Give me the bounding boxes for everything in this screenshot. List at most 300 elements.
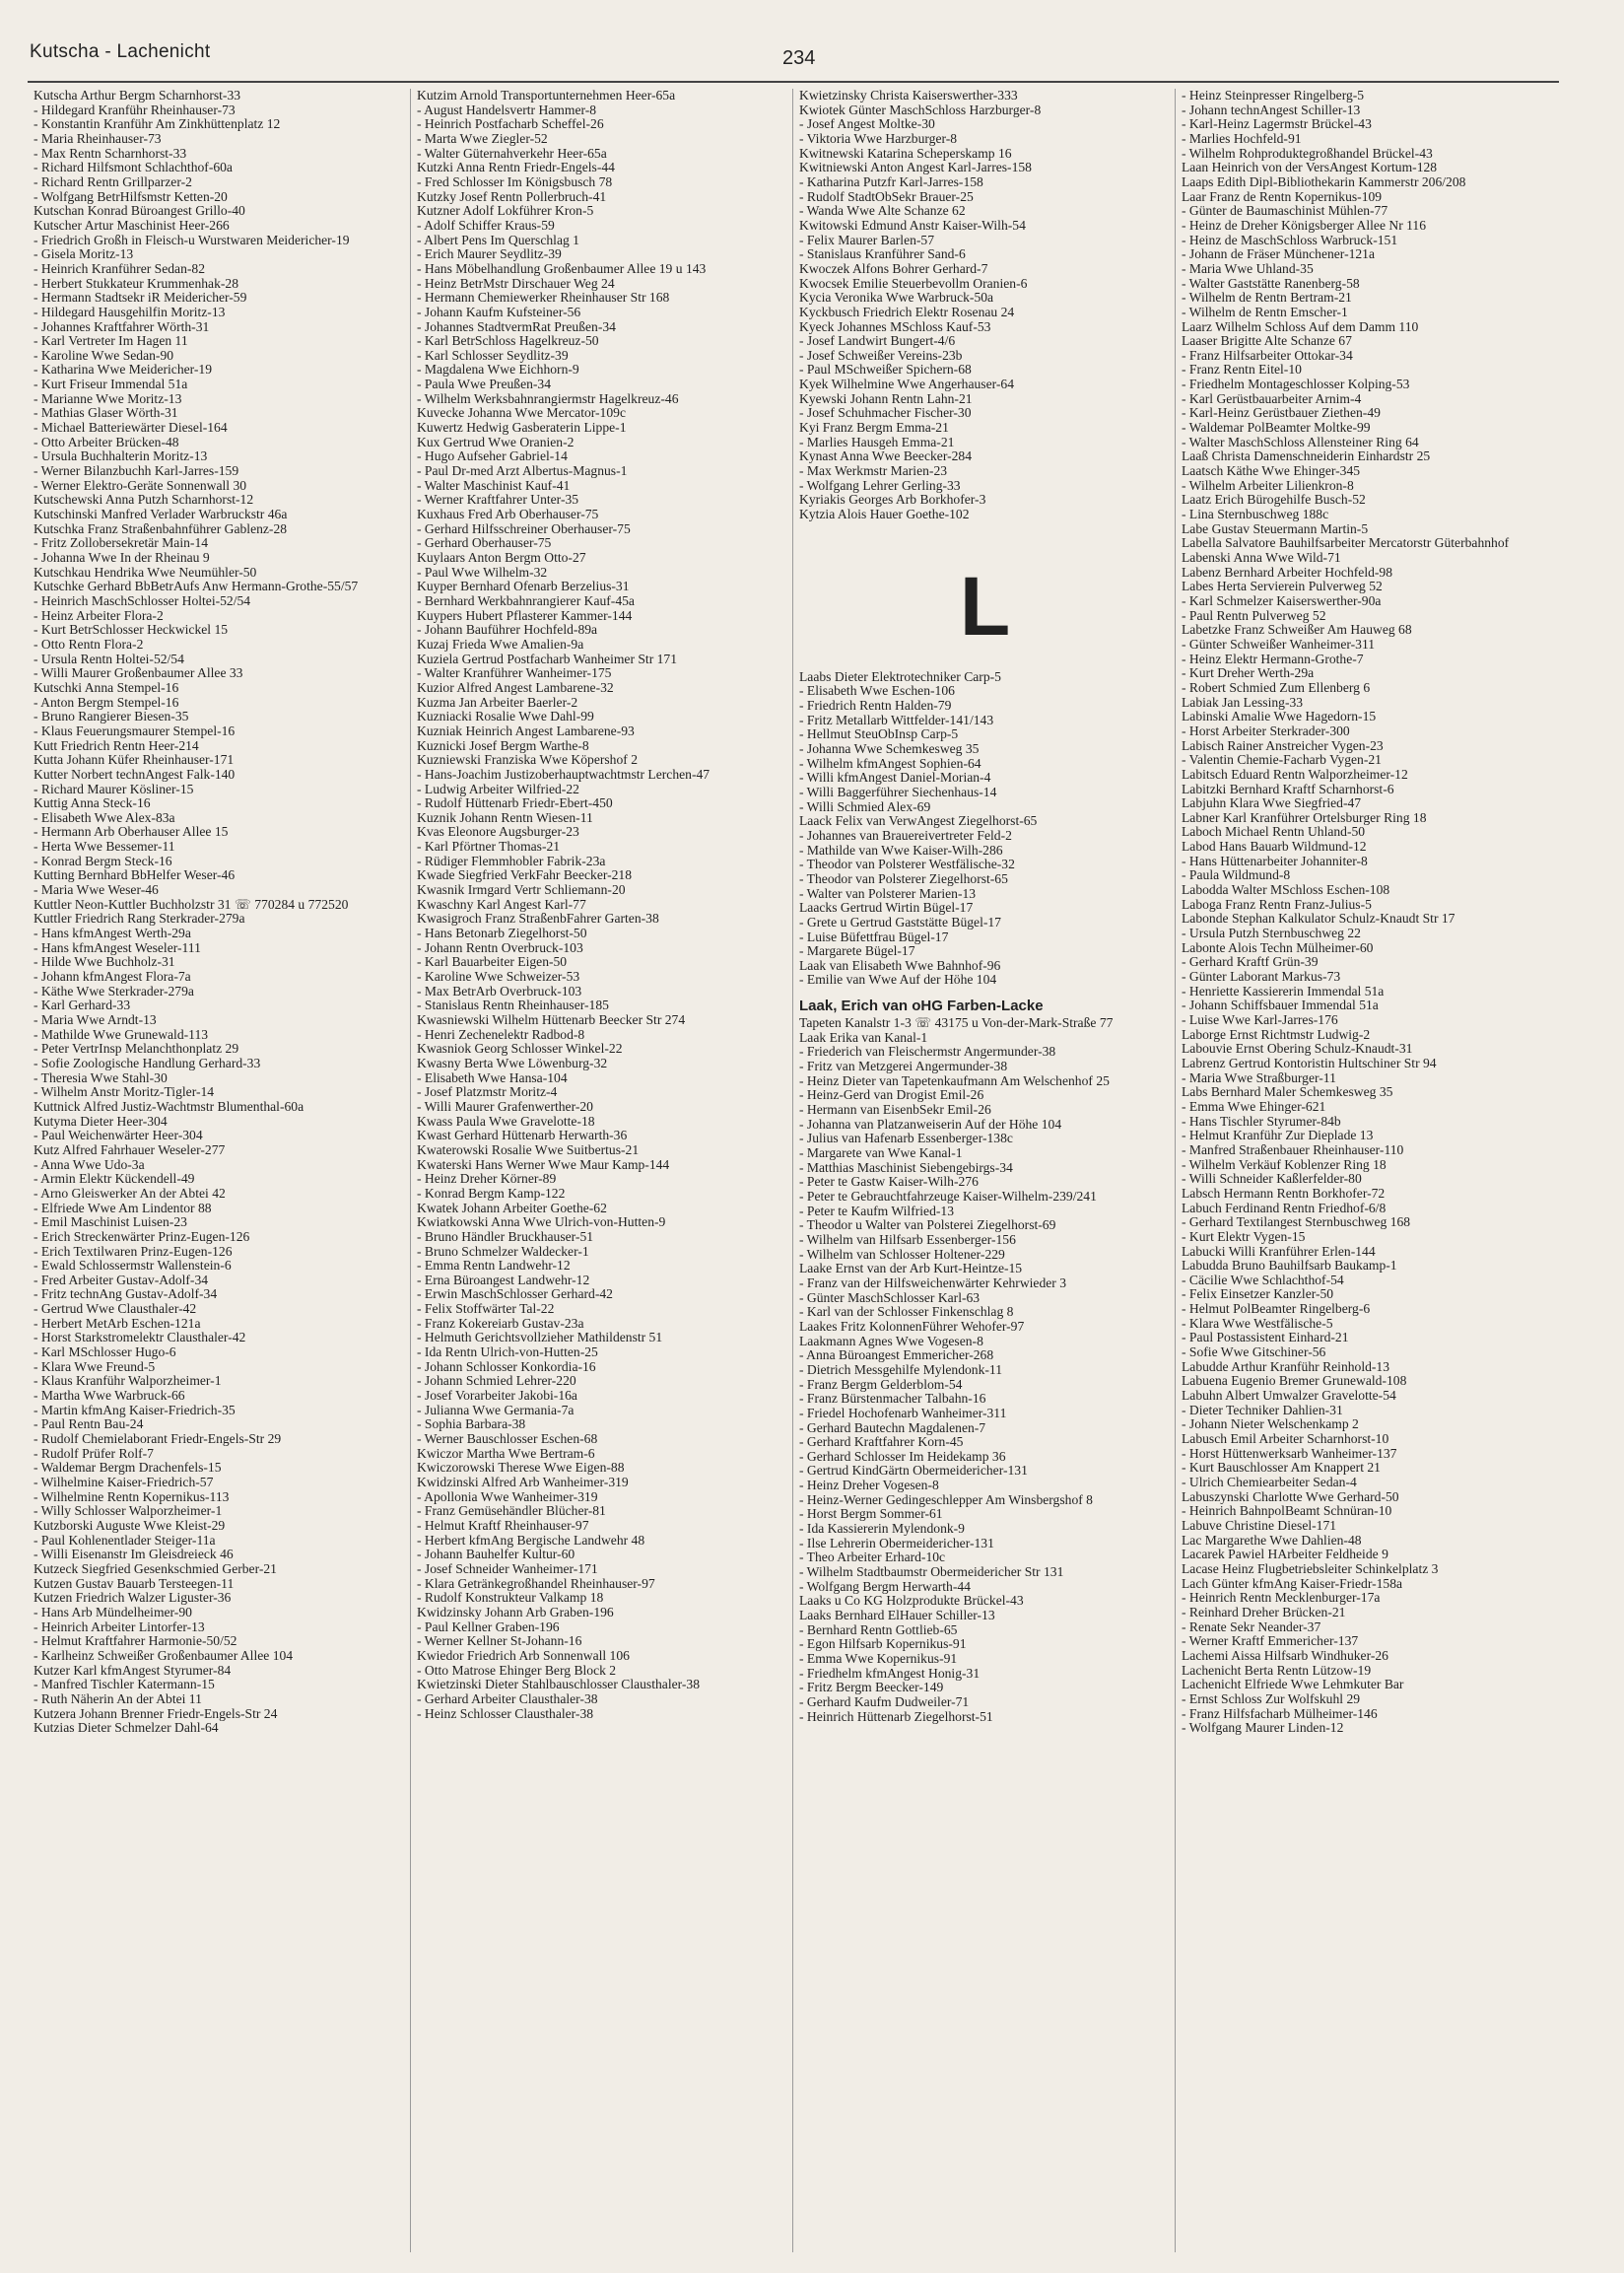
directory-entry: - Werner Bilanzbuchh Karl-Jarres-159 [34, 463, 239, 479]
directory-entry: - Wilhelmine Rentn Kopernikus-113 [34, 1488, 230, 1504]
directory-entry: Labucki Willi Kranführer Erlen-144 [1182, 1243, 1376, 1259]
directory-entry: Laakes Fritz KolonnenFührer Wehofer-97 [799, 1318, 1025, 1334]
directory-entry: Laboch Michael Rentn Uhland-50 [1182, 824, 1366, 840]
directory-entry: - Otto Matrose Ehinger Berg Block 2 [417, 1662, 617, 1678]
directory-entry: - Wilhelm de Rentn Bertram-21 [1182, 290, 1352, 306]
directory-entry: Kwitnewski Katarina Scheperskamp 16 [799, 145, 1012, 161]
directory-entry: Labodda Walter MSchloss Eschen-108 [1182, 882, 1390, 898]
directory-entry: - Rudolf Chemielaborant Friedr-Engels-Str 29 [34, 1431, 282, 1447]
directory-entry: - Theo Arbeiter Erhard-10c [799, 1550, 946, 1565]
directory-entry: - Hermann Arb Oberhauser Allee 15 [34, 824, 229, 840]
directory-entry: - Johanna van Platzanweiserin Auf der Höhe 104 [799, 1116, 1062, 1132]
directory-entry: Kutschka Franz Straßenbahnführer Gablenz-28 [34, 520, 288, 536]
directory-entry: Kutzeck Siegfried Gesenkschmied Gerber-21 [34, 1560, 277, 1576]
directory-entry: - Paul MSchweißer Spichern-68 [799, 362, 972, 378]
directory-entry: Labetzke Franz Schweißer Am Hauweg 68 [1182, 622, 1412, 638]
directory-entry: Laakmann Agnes Wwe Vogesen-8 [799, 1333, 983, 1348]
directory-entry: - Karl Bauarbeiter Eigen-50 [417, 954, 568, 970]
directory-entry: Labitsch Eduard Rentn Walporzheimer-12 [1182, 766, 1408, 782]
directory-entry: Kycia Veronika Wwe Warbruck-50a [799, 290, 994, 306]
directory-entry: - Josef Schneider Wanheimer-171 [417, 1560, 598, 1576]
directory-entry: - Fritz Zollobersekretär Main-14 [34, 535, 209, 551]
directory-entry: - Rüdiger Flemmhobler Fabrik-23a [417, 853, 606, 868]
directory-entry: - Werner Elektro-Geräte Sonnenwall 30 [34, 477, 247, 493]
directory-entry: Kutschan Konrad Büroangest Grillo-40 [34, 203, 245, 219]
directory-entry: - Peter VertrInsp Melanchthonplatz 29 [34, 1041, 239, 1057]
column-2 [410, 89, 792, 2252]
directory-entry: Laak van Elisabeth Wwe Bahnhof-96 [799, 957, 1001, 973]
directory-entry: Kwitniewski Anton Angest Karl-Jarres-158 [799, 160, 1032, 175]
directory-entry: - Anna Büroangest Emmericher-268 [799, 1347, 994, 1363]
directory-entry: - Werner Bauschlosser Eschen-68 [417, 1431, 598, 1447]
directory-entry: - Helmut Kraftf Rheinhauser-97 [417, 1517, 589, 1533]
directory-entry: - Josef Schuhmacher Fischer-30 [799, 405, 972, 421]
directory-entry: - Sophia Barbara-38 [417, 1416, 526, 1432]
directory-entry: Kwaschny Karl Angest Karl-77 [417, 896, 586, 912]
directory-entry: - Katharina Wwe Meidericher-19 [34, 362, 213, 378]
directory-entry: Kuzniewski Franziska Wwe Köpershof 2 [417, 752, 638, 768]
directory-entry: Labsch Hermann Rentn Borkhofer-72 [1182, 1185, 1386, 1201]
directory-entry: Kwitowski Edmund Anstr Kaiser-Wilh-54 [799, 217, 1026, 233]
directory-entry: - Paula Wildmund-8 [1182, 867, 1291, 883]
directory-entry: - Erich Textilwaren Prinz-Eugen-126 [34, 1243, 233, 1259]
directory-entry: - Michael Batteriewärter Diesel-164 [34, 420, 228, 436]
directory-entry: Labuve Christine Diesel-171 [1182, 1517, 1337, 1533]
directory-entry: - Gerhard Arbeiter Clausthaler-38 [417, 1690, 598, 1706]
directory-entry: - Maria Rheinhauser-73 [34, 130, 162, 146]
directory-entry: - Hans kfmAngest Weseler-111 [34, 939, 201, 955]
directory-entry: - Wilhelm kfmAngest Sophien-64 [799, 755, 981, 771]
directory-entry: Kwiedor Friedrich Arb Sonnenwall 106 [417, 1647, 630, 1663]
directory-entry: - Johann kfmAngest Flora-7a [34, 969, 191, 985]
directory-entry: - Franz Rentn Eitel-10 [1182, 362, 1302, 378]
directory-entry: Labner Karl Kranführer Ortelsburger Ring 18 [1182, 809, 1427, 825]
directory-entry: - Kurt Bauschlosser Am Knappert 21 [1182, 1460, 1381, 1476]
directory-entry: - Heinz BetrMstr Dirschauer Weg 24 [417, 275, 615, 291]
directory-entry: - Robert Schmied Zum Ellenberg 6 [1182, 679, 1371, 695]
directory-entry: - Herta Wwe Bessemer-11 [34, 839, 175, 855]
directory-entry: - Werner Kraftfahrer Unter-35 [417, 492, 579, 508]
directory-entry: - Johannes StadtvermRat Preußen-34 [417, 318, 616, 334]
directory-entry: - Walter Güternahverkehr Heer-65a [417, 145, 607, 161]
directory-entry: - Hans Hüttenarbeiter Johanniter-8 [1182, 853, 1368, 868]
directory-entry: - Klara Getränkegroßhandel Rheinhauser-97 [417, 1575, 655, 1591]
directory-entry: - Franz Hilfsfacharb Mülheimer-146 [1182, 1705, 1378, 1721]
directory-entry: - Gisela Moritz-13 [34, 246, 134, 262]
directory-entry: - Katharina Putzfr Karl-Jarres-158 [799, 173, 983, 189]
directory-entry: Laborge Ernst Richtmstr Ludwig-2 [1182, 1026, 1371, 1042]
directory-entry: Kwidzinsky Johann Arb Graben-196 [417, 1604, 614, 1619]
directory-entry: Laarz Wilhelm Schloss Auf dem Damm 110 [1182, 318, 1419, 334]
directory-entry: - Paul Rentn Pulverweg 52 [1182, 607, 1326, 623]
directory-entry: - Hans Betonarb Ziegelhorst-50 [417, 926, 587, 941]
directory-entry: - Karoline Wwe Sedan-90 [34, 347, 174, 363]
directory-entry: - Willi Schmied Alex-69 [799, 798, 931, 814]
directory-entry: Kyek Wilhelmine Wwe Angerhauser-64 [799, 377, 1015, 392]
directory-entry: Kuzior Alfred Angest Lambarene-32 [417, 679, 614, 695]
directory-entry: - Johann Bauhelfer Kultur-60 [417, 1547, 575, 1562]
directory-entry: - Luise Büfettfrau Bügel-17 [799, 929, 949, 944]
directory-entry: - Friedhelm Montageschlosser Kolping-53 [1182, 377, 1410, 392]
directory-entry: - Otto Arbeiter Brücken-48 [34, 434, 179, 449]
directory-entry: - Werner Kraftf Emmericher-137 [1182, 1633, 1359, 1649]
directory-entry: - Wilhelm Anstr Moritz-Tigler-14 [34, 1084, 215, 1100]
directory-entry: - Emilie van Wwe Auf der Höhe 104 [799, 972, 997, 988]
directory-entry: Kutschinski Manfred Verlader Warbruckstr 46a [34, 507, 288, 522]
directory-entry: - Günter Schweißer Wanheimer-311 [1182, 636, 1376, 652]
column-4-entries [1182, 89, 1553, 1736]
directory-entry: - Hans Tischler Styrumer-84b [1182, 1113, 1341, 1129]
directory-entry: - Manfred Straßenbauer Rheinhauser-110 [1182, 1141, 1404, 1157]
directory-entry: Kuttler Friedrich Rang Sterkrader-279a [34, 911, 245, 927]
directory-entry: - Rudolf Hüttenarb Friedr-Ebert-450 [417, 795, 613, 811]
column-2-entries [417, 89, 788, 1721]
directory-entry: Lacase Heinz Flugbetriebsleiter Schinkelplatz 3 [1182, 1560, 1439, 1576]
directory-entry: - Heinz-Werner Gedingeschlepper Am Winsbergshof 8 [799, 1491, 1093, 1507]
directory-entry: - Johann Bauführer Hochfeld-89a [417, 622, 598, 638]
directory-entry: - Karl van der Schlosser Finkenschlag 8 [799, 1304, 1014, 1320]
directory-entry: Labjuhn Klara Wwe Siegfried-47 [1182, 795, 1362, 811]
directory-entry: Kuyper Bernhard Ofenarb Berzelius-31 [417, 579, 630, 594]
column-4 [1175, 89, 1557, 2252]
directory-entry: - Helmut Kranführ Zur Dieplade 13 [1182, 1128, 1374, 1143]
directory-entry: - Heinz Elektr Hermann-Grothe-7 [1182, 651, 1364, 666]
directory-entry: Kuttig Anna Steck-16 [34, 795, 151, 811]
directory-entry: Labiak Jan Lessing-33 [1182, 694, 1304, 710]
directory-entry: Kutta Johann Küfer Rheinhauser-171 [34, 752, 235, 768]
directory-entry: - Hermann van EisenbSekr Emil-26 [799, 1102, 991, 1118]
directory-entry: - Heinrich Kranführer Sedan-82 [34, 260, 206, 276]
directory-entry: - Hugo Aufseher Gabriel-14 [417, 448, 568, 464]
directory-entry: - Hildegard Kranführ Rheinhauser-73 [34, 102, 236, 117]
directory-entry: - Elfriede Wwe Am Lindentor 88 [34, 1200, 212, 1215]
directory-entry: Kwatek Johann Arbeiter Goethe-62 [417, 1200, 607, 1215]
directory-entry: Labisch Rainer Anstreicher Vygen-23 [1182, 737, 1384, 753]
directory-entry: Kutting Bernhard BbHelfer Weser-46 [34, 867, 236, 883]
directory-entry: Kyckbusch Friedrich Elektr Rosenau 24 [799, 304, 1015, 319]
running-head: Kutscha - Lachenicht [30, 41, 211, 62]
directory-entry: - Franz van der Hilfsweichenwärter Kehrwieder 3 [799, 1274, 1066, 1290]
directory-entry: Labudda Bruno Bauhilfsarb Baukamp-1 [1182, 1258, 1397, 1274]
directory-entry: - Rudolf Prüfer Rolf-7 [34, 1445, 154, 1461]
directory-entry: - Maria Wwe Arndt-13 [34, 1012, 157, 1027]
directory-entry: Kynast Anna Wwe Beecker-284 [799, 448, 973, 464]
directory-entry: - Henriette Kassiererin Immendal 51a [1182, 983, 1385, 999]
directory-entry: Labrenz Gertrud Kontoristin Hultschiner Str 94 [1182, 1055, 1437, 1070]
directory-entry: Labella Salvatore Bauhilfsarbeiter Mercatorstr Güterbahnhof [1182, 535, 1510, 551]
directory-entry: - Hans-Joachim Justizoberhauptwachtmstr Lerchen-47 [417, 766, 710, 782]
directory-entry: - Walter Gaststätte Ranenberg-58 [1182, 275, 1360, 291]
directory-entry: Kytzia Alois Hauer Goethe-102 [799, 507, 970, 522]
directory-entry: - Gertrud KindGärtn Obermeidericher-131 [799, 1463, 1028, 1479]
directory-entry: - Maria Wwe Weser-46 [34, 882, 159, 898]
directory-entry: Kuylaars Anton Bergm Otto-27 [417, 550, 586, 565]
directory-entry: - Walter Kranführer Wanheimer-175 [417, 665, 612, 681]
directory-entry: - Adolf Schiffer Kraus-59 [417, 217, 555, 233]
directory-entry: - Josef Angest Moltke-30 [799, 116, 935, 132]
directory-entry: - Emma Wwe Kopernikus-91 [799, 1651, 958, 1666]
directory-entry: Lacarek Pawiel HArbeiter Feldheide 9 [1182, 1547, 1388, 1562]
directory-entry: - Günter de Baumaschinist Mühlen-77 [1182, 203, 1388, 219]
directory-entry: - Johann de Fräser Münchener-121a [1182, 246, 1376, 262]
directory-entry: - Bernhard Werkbahnrangierer Kauf-45a [417, 592, 635, 608]
directory-entry: - Paul Rentn Bau-24 [34, 1416, 144, 1432]
directory-entry: Labuena Eugenio Bremer Grunewald-108 [1182, 1373, 1407, 1389]
directory-entry: - Paula Wwe Preußen-34 [417, 377, 552, 392]
directory-entry: Kuzniacki Rosalie Wwe Dahl-99 [417, 709, 594, 724]
column-3-entries-top [799, 89, 1171, 522]
directory-entry: Kwade Siegfried VerkFahr Beecker-218 [417, 867, 633, 883]
directory-entry: Kuttler Neon-Kuttler Buchholzstr 31 ☏ 770284 u 772520 [34, 896, 349, 912]
directory-entry: - Helmuth Gerichtsvollzieher Mathildenstr 51 [417, 1330, 663, 1345]
directory-entry: - Franz Bürstenmacher Talbahn-16 [799, 1391, 986, 1407]
directory-entry: Kux Gertrud Wwe Oranien-2 [417, 434, 575, 449]
directory-entry: Kwasniok Georg Schlosser Winkel-22 [417, 1041, 623, 1057]
directory-entry: Kwiczorowski Therese Wwe Eigen-88 [417, 1460, 625, 1476]
directory-entry: - Günter MaschSchlosser Karl-63 [799, 1289, 981, 1305]
directory-entry: Kutzias Dieter Schmelzer Dahl-64 [34, 1720, 219, 1736]
directory-columns [28, 89, 1559, 2252]
directory-entry: Laatsch Käthe Wwe Ehinger-345 [1182, 463, 1361, 479]
directory-entry: - Willi Baggerführer Siechenhaus-14 [799, 784, 997, 799]
directory-entry: - Emil Maschinist Luisen-23 [34, 1214, 187, 1230]
directory-entry: - Gerhard Oberhauser-75 [417, 535, 552, 551]
directory-entry: Kwidzinski Alfred Arb Wanheimer-319 [417, 1475, 629, 1489]
directory-entry: - Marianne Wwe Moritz-13 [34, 390, 182, 406]
directory-entry: - Josef Vorarbeiter Jakobi-16a [417, 1388, 577, 1404]
directory-entry: - Heinz Arbeiter Flora-2 [34, 607, 164, 623]
directory-entry: - Kurt Friseur Immendal 51a [34, 377, 188, 392]
directory-entry: Kutter Norbert technAngest Falk-140 [34, 766, 236, 782]
directory-entry: - Karoline Wwe Schweizer-53 [417, 969, 580, 985]
directory-entry: - Kurt Dreher Werth-29a [1182, 665, 1315, 681]
directory-entry: - Paul Kohlenentlader Steiger-11a [34, 1532, 216, 1548]
directory-entry: Kwiatkowski Anna Wwe Ulrich-von-Hutten-9 [417, 1214, 666, 1230]
directory-entry: Kutscher Artur Maschinist Heer-266 [34, 217, 230, 233]
directory-entry: Kuzma Jan Arbeiter Baerler-2 [417, 694, 578, 710]
directory-entry: Kuznicki Josef Bergm Warthe-8 [417, 737, 589, 753]
directory-entry: - Johanna Wwe In der Rheinau 9 [34, 550, 210, 565]
directory-entry: - Klara Wwe Westfälische-5 [1182, 1315, 1333, 1331]
directory-entry: - Josef Landwirt Bungert-4/6 [799, 333, 956, 349]
directory-entry: - Anton Bergm Stempel-16 [34, 694, 179, 710]
directory-entry: - Heinrich MaschSchlosser Holtei-52/54 [34, 592, 251, 608]
directory-entry: - Josef Platzmstr Moritz-4 [417, 1084, 558, 1100]
directory-entry: - Horst Hüttenwerksarb Wanheimer-137 [1182, 1445, 1397, 1461]
directory-entry: - Willi Maurer Grafenwerther-20 [417, 1098, 593, 1114]
directory-entry: - Johann Kaufm Kufsteiner-56 [417, 304, 581, 319]
directory-entry: Laan Heinrich von der VersAngest Kortum-128 [1182, 160, 1438, 175]
directory-entry: - Wilhelm Rohproduktegroßhandel Brückel-43 [1182, 145, 1433, 161]
directory-entry: - Egon Hilfsarb Kopernikus-91 [799, 1636, 967, 1652]
directory-entry: - Heinz-Gerd van Drogist Emil-26 [799, 1087, 984, 1103]
directory-entry: Labenz Bernhard Arbeiter Hochfeld-98 [1182, 564, 1393, 580]
directory-entry: - Johannes van Brauereivertreter Feld-2 [799, 827, 1012, 843]
directory-entry: Labenski Anna Wwe Wild-71 [1182, 550, 1341, 565]
directory-entry: - Heinrich Rentn Mecklenburger-17a [1182, 1590, 1381, 1606]
directory-entry: - Lina Sternbuschweg 188c [1182, 507, 1329, 522]
page-number: 234 [782, 47, 816, 69]
directory-entry: - Hans Möbelhandlung Großenbaumer Allee 19 u 143 [417, 260, 707, 276]
directory-entry: - Johann technAngest Schiller-13 [1182, 102, 1361, 117]
directory-entry: - Sofie Wwe Gitschiner-56 [1182, 1344, 1326, 1360]
directory-entry: - Karl MSchlosser Hugo-6 [34, 1344, 176, 1360]
directory-entry: - Sofie Zoologische Handlung Gerhard-33 [34, 1055, 261, 1070]
directory-entry: - Ursula Rentn Holtei-52/54 [34, 651, 184, 666]
directory-entry: - Max Werkmstr Marien-23 [799, 463, 948, 479]
page-header [28, 37, 1559, 83]
directory-entry: - Mathilde Wwe Grunewald-113 [34, 1026, 209, 1042]
directory-entry: Kutz Alfred Fahrhauer Weseler-277 [34, 1141, 226, 1157]
directory-entry: - Luise Wwe Karl-Jarres-176 [1182, 1012, 1338, 1027]
directory-entry: - Wilhelm Arbeiter Lilienkron-8 [1182, 477, 1354, 493]
directory-entry: - Renate Sekr Neander-37 [1182, 1619, 1321, 1634]
column-1 [28, 89, 410, 2252]
directory-entry: - Wilhelm Werksbahnrangiermstr Hagelkreuz-46 [417, 390, 679, 406]
directory-entry: - Hans kfmAngest Werth-29a [34, 926, 191, 941]
directory-entry: - Friedel Hochofenarb Wanheimer-311 [799, 1405, 1007, 1420]
directory-entry: - Maria Wwe Uhland-35 [1182, 260, 1314, 276]
directory-entry: Labe Gustav Steuermann Martin-5 [1182, 520, 1369, 536]
directory-entry: - Wilhelm van Hilfsarb Essenberger-156 [799, 1231, 1016, 1247]
directory-entry: - Gerhard Kaufm Dudweiler-71 [799, 1693, 970, 1709]
directory-entry: - Waldemar Bergm Drachenfels-15 [34, 1460, 222, 1476]
directory-entry: - Gerhard Kraftf Grün-39 [1182, 954, 1319, 970]
directory-entry: Labuszynski Charlotte Wwe Gerhard-50 [1182, 1488, 1399, 1504]
directory-entry: - Heinz Dreher Vogesen-8 [799, 1478, 939, 1493]
directory-entry: - Gertrud Wwe Clausthaler-42 [34, 1301, 197, 1317]
directory-entry: Kwiotek Günter MaschSchloss Harzburger-8 [799, 102, 1042, 117]
directory-entry: Labod Hans Bauarb Wildmund-12 [1182, 839, 1367, 855]
directory-entry: Laboga Franz Rentn Franz-Julius-5 [1182, 896, 1372, 912]
directory-entry: Kyriakis Georges Arb Borkhofer-3 [799, 492, 986, 508]
directory-entry: - Willy Schlosser Walporzheimer-1 [34, 1503, 223, 1519]
directory-entry: Kuziela Gertrud Postfacharb Wanheimer Str 171 [417, 651, 678, 666]
directory-entry: Kutzen Gustav Bauarb Tersteegen-11 [34, 1575, 235, 1591]
directory-entry: - Heinrich Hüttenarb Ziegelhorst-51 [799, 1708, 993, 1724]
directory-entry: Kwasniewski Wilhelm Hüttenarb Beecker Str 274 [417, 1012, 686, 1027]
directory-entry: Laar Franz de Rentn Kopernikus-109 [1182, 188, 1383, 204]
directory-entry: Kwocsek Emilie Steuerbevollm Oranien-6 [799, 275, 1028, 291]
directory-entry: - Hermann Chemiewerker Rheinhauser Str 168 [417, 290, 670, 306]
directory-entry: Labitzki Bernhard Kraftf Scharnhorst-6 [1182, 781, 1394, 796]
directory-entry: Kuypers Hubert Pflasterer Kammer-144 [417, 607, 633, 623]
directory-entry: - August Handelsvertr Hammer-8 [417, 102, 597, 117]
directory-entry: - Paul Postassistent Einhard-21 [1182, 1330, 1349, 1345]
directory-entry: - Maria Wwe Straßburger-11 [1182, 1069, 1336, 1085]
directory-entry: Kutzky Josef Rentn Pollerbruch-41 [417, 188, 607, 204]
directory-entry: - Konstantin Kranführ Am Zinkhüttenplatz 12 [34, 116, 281, 132]
directory-entry: - Mathilde van Wwe Kaiser-Wilh-286 [799, 842, 1003, 858]
column-3-entries-a [799, 670, 1171, 988]
directory-entry: - Karl-Heinz Gerüstbauer Ziethen-49 [1182, 405, 1381, 421]
directory-entry: - Marlies Hausgeh Emma-21 [799, 434, 955, 449]
directory-entry: - Käthe Wwe Sterkrader-279a [34, 983, 194, 999]
directory-entry: - Julianna Wwe Germania-7a [417, 1402, 575, 1417]
directory-entry: - Ida Rentn Ulrich-von-Hutten-25 [417, 1344, 598, 1360]
directory-entry: - Elisabeth Wwe Alex-83a [34, 809, 175, 825]
directory-entry: Lachenicht Elfriede Wwe Lehmkuter Bar [1182, 1677, 1404, 1692]
directory-entry: - Karl Vertreter Im Hagen 11 [34, 333, 188, 349]
directory-entry: - Franz Hilfsarbeiter Ottokar-34 [1182, 347, 1353, 363]
directory-entry: - Erich Maurer Seydlitz-39 [417, 246, 562, 262]
directory-entry: Labonte Alois Techn Mülheimer-60 [1182, 939, 1374, 955]
directory-entry: - Heinz Schlosser Clausthaler-38 [417, 1705, 594, 1721]
directory-entry: - Horst Bergm Sommer-61 [799, 1506, 943, 1522]
directory-entry: - Friederich van Fleischermstr Angermunder-38 [799, 1044, 1056, 1060]
directory-entry: Labuhn Albert Umwalzer Gravelotte-54 [1182, 1388, 1396, 1404]
directory-entry: - Marta Wwe Ziegler-52 [417, 130, 548, 146]
directory-entry: - Klara Wwe Freund-5 [34, 1358, 156, 1374]
directory-entry: - Otto Rentn Flora-2 [34, 636, 144, 652]
directory-entry: Kwasnik Irmgard Vertr Schliemann-20 [417, 882, 626, 898]
directory-entry: Labonde Stephan Kalkulator Schulz-Knaudt Str 17 [1182, 911, 1455, 927]
directory-entry: Laacks Gertrud Wirtin Bügel-17 [799, 900, 974, 916]
column-1-entries [34, 89, 406, 1736]
directory-entry: - Karl Pförtner Thomas-21 [417, 839, 561, 855]
directory-entry: Kyeck Johannes MSchloss Kauf-53 [799, 318, 991, 334]
directory-entry: - Wilhelm Stadtbaumstr Obermeidericher Str 131 [799, 1564, 1064, 1580]
directory-entry: Kuznik Johann Rentn Wiesen-11 [417, 809, 593, 825]
directory-entry: - Ursula Putzh Sternbuschweg 22 [1182, 926, 1361, 941]
directory-entry: - Julius van Hafenarb Essenberger-138c [799, 1131, 1013, 1146]
directory-entry: - Willi Schneider Kaßlerfelder-80 [1182, 1171, 1362, 1187]
directory-entry: - Richard Hilfsmont Schlachthof-60a [34, 160, 233, 175]
directory-entry: Labudde Arthur Kranführ Reinhold-13 [1182, 1358, 1390, 1374]
directory-entry: Labes Herta Servierein Pulverweg 52 [1182, 579, 1383, 594]
directory-entry: - Felix Stoffwärter Tal-22 [417, 1301, 555, 1317]
directory-entry: - Walter MaschSchloss Allensteiner Ring 64 [1182, 434, 1419, 449]
directory-entry: - Erwin MaschSchlosser Gerhard-42 [417, 1286, 613, 1302]
directory-entry: - Peter te Gastw Kaiser-Wilh-276 [799, 1174, 979, 1190]
directory-entry: Laak Erika van Kanal-1 [799, 1029, 928, 1045]
directory-entry: - Margarete Bügel-17 [799, 943, 915, 959]
directory-entry: - Richard Maurer Kösliner-15 [34, 781, 194, 796]
directory-entry: - Martha Wwe Warbruck-66 [34, 1388, 185, 1404]
directory-entry: - Josef Schweißer Vereins-23b [799, 347, 963, 363]
directory-entry: - Armin Elektr Kückendell-49 [34, 1171, 195, 1187]
directory-entry: Laaser Brigitte Alte Schanze 67 [1182, 333, 1352, 349]
directory-entry: - Helmut PolBeamter Ringelberg-6 [1182, 1301, 1371, 1317]
directory-entry: - Karl Gerhard-33 [34, 998, 131, 1013]
column-3-entries-b [799, 1016, 1171, 1724]
directory-entry: Kuttnick Alfred Justiz-Wachtmstr Blumenthal-60a [34, 1098, 304, 1114]
directory-entry: Lachemi Aissa Hilfsarb Windhuker-26 [1182, 1647, 1388, 1663]
directory-entry: - Horst Starkstromelektr Clausthaler-42 [34, 1330, 246, 1345]
directory-entry: Kwietzinski Dieter Stahlbauschlosser Clausthaler-38 [417, 1677, 701, 1692]
directory-entry: - Friedhelm kfmAngest Honig-31 [799, 1665, 981, 1681]
directory-entry: - Richard Rentn Grillparzer-2 [34, 173, 192, 189]
directory-entry: - Marlies Hochfeld-91 [1182, 130, 1302, 146]
directory-entry: Labouvie Ernst Obering Schulz-Knaudt-31 [1182, 1041, 1413, 1057]
directory-entry: - Friedrich Großh in Fleisch-u Wurstwaren Meidericher-19 [34, 232, 350, 247]
directory-entry: - Max BetrArb Overbruck-103 [417, 983, 582, 999]
directory-entry: Laack Felix van VerwAngest Ziegelhorst-65 [799, 813, 1038, 829]
directory-entry: - Valentin Chemie-Facharb Vygen-21 [1182, 752, 1382, 768]
directory-entry: - Johann Schiffsbauer Immendal 51a [1182, 998, 1379, 1013]
directory-entry: - Ida Kassiererin Mylendonk-9 [799, 1521, 965, 1537]
column-3 [792, 89, 1175, 2252]
directory-entry: - Franz Kokereiarb Gustav-23a [417, 1315, 584, 1331]
directory-entry: - Hellmut SteuObInsp Carp-5 [799, 726, 959, 742]
directory-entry: - Wilhelm Verkäuf Koblenzer Ring 18 [1182, 1156, 1387, 1172]
directory-entry: - Klaus Feuerungsmaurer Stempel-16 [34, 723, 236, 738]
directory-entry: - Wolfgang BetrHilfsmstr Ketten-20 [34, 188, 228, 204]
directory-entry: Kwaterowski Rosalie Wwe Suitbertus-21 [417, 1141, 640, 1157]
directory-entry: Tapeten Kanalstr 1-3 ☏ 43175 u Von-der-Mark-Straße 77 [799, 1015, 1114, 1031]
directory-entry: - Karl-Heinz Lagermstr Brückel-43 [1182, 116, 1372, 132]
directory-entry: - Gerhard Kraftfahrer Korn-45 [799, 1434, 964, 1450]
